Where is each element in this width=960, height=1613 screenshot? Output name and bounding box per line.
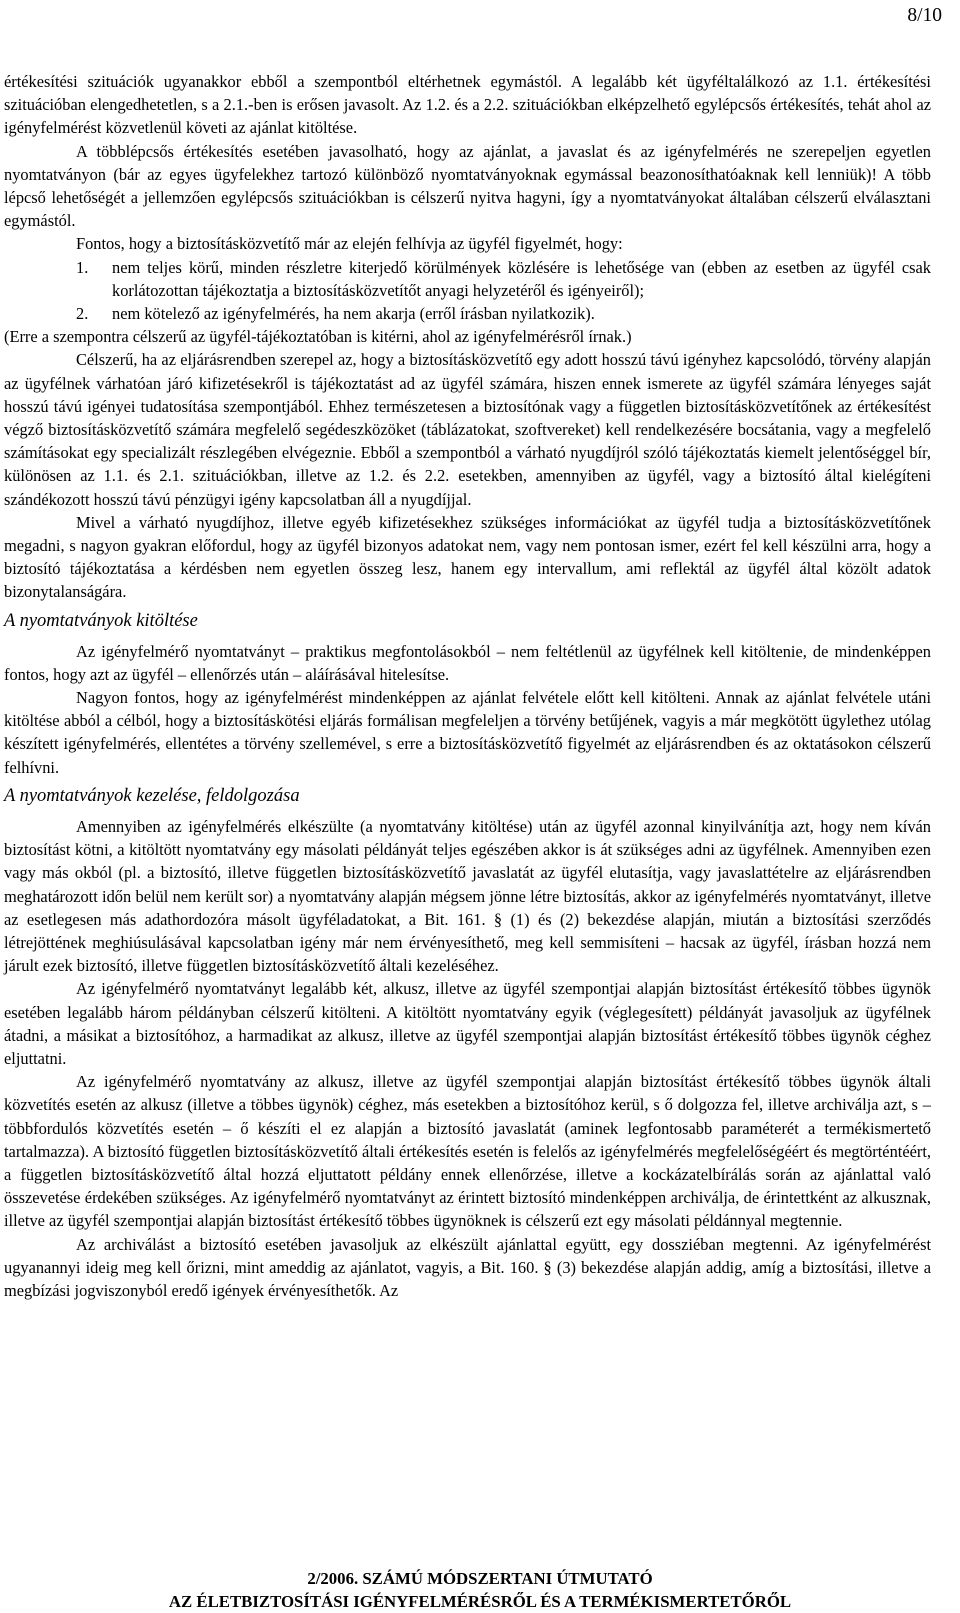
paragraph: Célszerű, ha az eljárásrendben szerepel az, hogy a biztosításközvetítő egy adott hosszú távú igényhez kapcsolódó, törvény alapján az ügyfélnek várhatóan járó kifizetésekről is tájékoztatást ad az ügyfél számára, hiszen ennek ismerete az ügyfél számára lényeges saját hosszú távú igényei tudatosítása szempontjából. Ehhez természetesen a biztosítónak vagy a független biztosításközvetítőnek az értékesítést végző biztosításközvetítő számára megfelelő segédeszközöket (táblázatokat, szoftvereket) kell rendelkezésére bocsátania, vagy a megfelelő számításokat egy specializált részlegében elvégeznie. Ebből a szempontból a várható nyugdíjról szóló tájékoztatás kiemelt jelentőséggel bír, különösen az 1.1. és 2.1. szituációkban, illetve az 1.2. és 2.2. esetekben, amennyiben az ügyfél, vagy a biztosító által kielégíteni szándékozott hosszú távú pénzügyi igény kapcsolatban áll a nyugdíjjal. — [4, 350, 931, 509]
section-heading: A nyomtatványok kezelése, feldolgozása — [4, 785, 300, 806]
page-footer — [0, 1567, 960, 1613]
list-item — [76, 256, 931, 302]
paragraph: Az archiválást a biztosító esetében javasoljuk az elkészült ajánlattal együtt, egy dossziéban megtenni. Az igényfelmérést ugyanannyi ideig meg kell őrizni, mint ameddig az ajánlatot, vagyis, a Bit. 160. § (3) bekezdése alapján addig, amíg a biztosítási, illetve a megbízási jogviszonyból eredő igények érvényesíthetők. Az — [4, 1234, 931, 1300]
paragraph: Nagyon fontos, hogy az igényfelmérést mindenképpen az ajánlat felvétele előtt kell kitölteni. Annak az ajánlat felvétele utáni kitöltése abból a célból, hogy a biztosításkötési eljárás formálisan megfeleljen a törvény betűjének, vagyis a már megkötött ügylethez utólag készített igényfelmérés, ellentétes a törvény szellemével, s erre a biztosításközvetítő figyelmét az eljárásrendben és az oktatásokon célszerű felhívni. — [4, 688, 931, 777]
list-text: nem teljes körű, minden részletre kiterjedő körülmények közlésére is lehetősége van (ebben az esetben az ügyfél csak korlátozottan tájékoztatja a biztosításközvetítőt anyagi helyzetéről és igényeiről); — [112, 257, 931, 300]
footer-line: AZ ÉLETBIZTOSÍTÁSI IGÉNYFELMÉRÉSRŐL ÉS A TERMÉKISMERTETŐRŐL — [168, 1592, 792, 1611]
list-text: nem kötelező az igényfelmérés, ha nem akarja (erről írásban nyilatkozik). — [112, 304, 595, 324]
note: (Erre a szempontra célszerű az ügyfél-tájékoztatóban is kitérni, ahol az igényfelmérésről írnak.) — [4, 327, 632, 347]
paragraph: Fontos, hogy a biztosításközvetítő már az elején felhívja az ügyfél figyelmét, hogy: — [76, 234, 623, 254]
section-heading: A nyomtatványok kitöltése — [4, 610, 198, 631]
list-item — [76, 302, 931, 325]
list-number: 2. — [76, 304, 89, 324]
paragraph: Az igényfelmérő nyomtatvány az alkusz, illetve az ügyfél szempontjai alapján biztosítást értékesítő többes ügynök általi közvetítés esetén az alkusz (illetve a többes ügynök) céghez, más esetekben a biztosítóhoz kerül, s ő dolgozza fel, illetve archiválja azt, s – többfordulós közvetítés esetén – ő készíti el ez alapján a biztosító javaslatát (aminek legfontosabb paraméterét a termékismertető tartalmazza). A biztosító független biztosításközvetítő általi értékesítés esetén is felelős az igényfelmérés megfelelőségéért és megtörténtéért, a független biztosításközvetítő által hozzá eljuttatott példány ennek ellenőrzése, illetve a kockázatelbírálás során az ajánlattal való összevetése érdekében szükséges. Az igényfelmérő nyomtatványt az érintett biztosító mindenképpen archiválja, de érintettként az alkusznak, illetve az ügyfél szempontjai alapján biztosítást értékesítő többes ügynöknek is célszerű ezt egy másolati példánnyal megtennie. — [4, 1072, 931, 1231]
paragraph: Amennyiben az igényfelmérés elkészülte (a nyomtatvány kitöltése) után az ügyfél azonnal kinyilvánítja azt, hogy nem kíván biztosítást kötni, a kitöltött nyomtatvány egy másolati példányát teljes egészében akkor is át szükséges adni az ügyfélnek. Amennyiben ezen vagy más okból (pl. a biztosító, illetve független biztosításközvetítő javaslatát az ügyfél elutasítja, vagy javaslattételre az eljárásrendben meghatározott időn belül nem került sor) a nyomtatvány alapján mégsem jönne létre biztosítás, akkor az igényfelmérés nyomtatványt, illetve az esetlegesen más adathordozóra másolt ügyféladatokat, a Bit. 161. § (1) és (2) bekezdése alapján, miután a biztosítási szerződés létrejöttének meghiúsulásával kapcsolatban igény már nem érvényesíthető, meg kell semmisíteni – hacsak az ügyfél, írásban hozzá nem járult ezek biztosító, illetve független biztosításközvetítő általi kezeléséhez. — [4, 816, 931, 976]
paragraph: Az igényfelmérő nyomtatványt – praktikus megfontolásokból – nem feltétlenül az ügyfélnek kell kitöltenie, de mindenképpen fontos, hogy azt az ügyfél – ellenőrzés után – aláírásával hitelesítse. — [4, 641, 931, 684]
paragraph: A többlépcsős értékesítés esetében javasolható, hogy az ajánlat, a javaslat és az igényfelmérés ne szerepeljen egyetlen nyomtatványon (bár az egyes ügyfelekhez tartozó különböző nyomtatványoknak egymással beazonosíthatóaknak kell lenniük)! A több lépcső lehetőségét a jellemzően egylépcsős szituációkban is célszerű nyitva hagyni, így a nyomtatványokat általában célszerű elválasztani egymástól. — [4, 141, 931, 231]
page-number: 8/10 — [907, 5, 942, 26]
list-number: 1. — [76, 257, 89, 277]
paragraph: értékesítési szituációk ugyanakkor ebből a szempontból eltérhetnek egymástól. A legalább két ügyféltalálkozó az 1.1. értékesítési szituációban elengedhetetlen, s a 2.1.-ben is erősen javasolt. Az 1.2. és a 2.2. szituációkban elképzelhető egylépcsős értékesítés, tehát ahol az igényfelmérést közvetlenül követi az ajánlat kitöltése. — [4, 72, 931, 138]
paragraph: Mivel a várható nyugdíjhoz, illetve egyéb kifizetésekhez szükséges információkat az ügyfél tudja a biztosításközvetítőnek megadni, s nagyon gyakran előfordul, hogy az ügyfél bizonyos adatokat nem, vagy nem pontosan ismer, ezért fel kell készülni arra, hogy a biztosító tájékoztatása a kérdésben nem egyetlen összeg lesz, hanem egy intervallum, ami reflektál az ügyfél által közölt adatok bizonytalanságára. — [4, 512, 931, 602]
footer-line: 2/2006. SZÁMÚ MÓDSZERTANI ÚTMUTATÓ — [307, 1569, 653, 1588]
document-body — [4, 70, 931, 1302]
paragraph: Az igényfelmérő nyomtatványt legalább két, alkusz, illetve az ügyfél szempontjai alapján biztosítást értékesítő többes ügynök esetében legalább három példányban célszerű kitölteni. A kitöltött nyomtatvány egyik (véglegesített) példányát javasoljuk az ügyfélnek átadni, a másikat a biztosítóhoz, a harmadikat az alkusz, illetve az ügyfél szempontjai alapján biztosítást értékesítő többes ügynök céghez eljuttatni. — [4, 979, 931, 1068]
